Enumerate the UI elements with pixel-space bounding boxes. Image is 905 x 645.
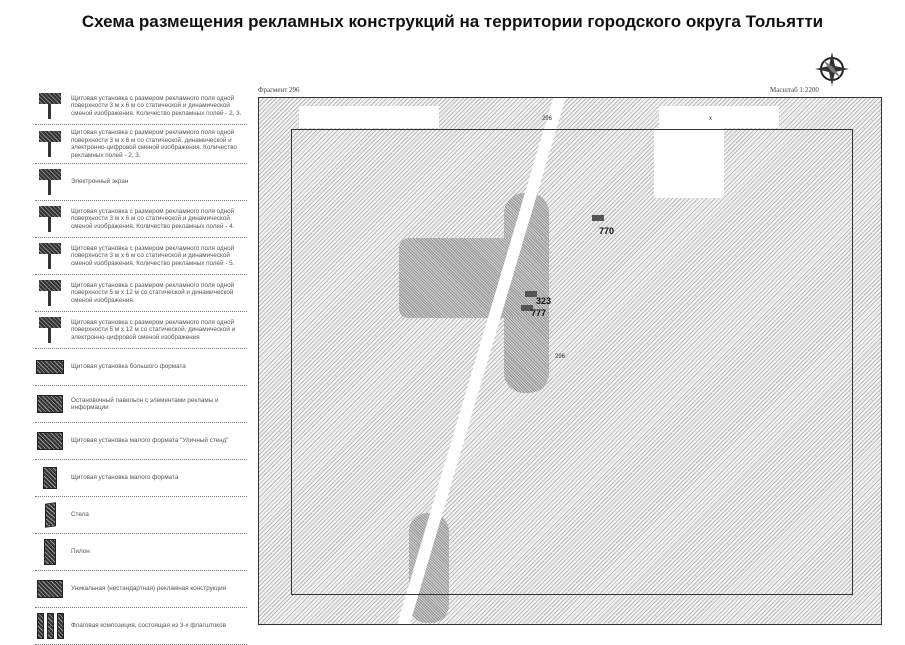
legend-item-text: Флаговая композиция, состоящая из 3-х флагштоков xyxy=(71,622,226,630)
electronic-screen-icon xyxy=(35,169,65,195)
pavilion-icon xyxy=(35,395,65,413)
legend-item-text: Щитовая установка малого формата xyxy=(71,474,179,482)
legend-item-text: Щитовая установка большого формата xyxy=(71,363,186,371)
legend-item-text: Щитовая установка с размером рекламного поля одной поверхности 5 м х 12 м со статической, динамической и электронно-цифровой сменой изображения xyxy=(71,318,236,341)
legend-item xyxy=(35,201,247,238)
legend-item xyxy=(35,571,247,608)
legend-item-text: Щитовая установка с размером рекламного поля одной поверхности 5 м х 12 м со статической и динамической сменой изображения. xyxy=(71,281,235,304)
small-format-icon xyxy=(35,467,65,489)
legend-item xyxy=(35,608,247,645)
marker-label: 777 xyxy=(531,308,547,318)
map-label: 296 xyxy=(542,116,553,122)
map-fragment[interactable] xyxy=(258,97,882,625)
legend-item xyxy=(35,164,247,201)
legend-item-text: Щитовая установка с размером рекламного поля одной поверхности 3 м х 6 м со статической и динамической сменой изображения. Количество рекламных полей - 2, 3. xyxy=(71,94,242,117)
map-area xyxy=(299,106,439,128)
map-area xyxy=(659,106,779,128)
pylon-icon xyxy=(35,539,65,565)
legend-item-text: Уникальная (нестандартная) рекламная конструкция xyxy=(71,585,227,593)
legend-item xyxy=(35,125,247,164)
legend-item-text: Электронный экран xyxy=(71,178,129,186)
legend-item xyxy=(35,460,247,497)
legend-item xyxy=(35,275,247,312)
billboard-5-icon xyxy=(35,243,65,269)
billboard-digital-icon xyxy=(35,131,65,157)
flag-composition-icon xyxy=(35,613,65,639)
legend-item xyxy=(35,238,247,275)
legend-item xyxy=(35,312,247,349)
legend-item-text: Щитовая установка малого формата "Уличный стенд" xyxy=(71,437,229,445)
legend-item-text: Щитовая установка с размером рекламного поля одной поверхности 3 м х 6 м со статической и динамической сменой изображения. Количество рекламных полей - 4. xyxy=(71,207,235,230)
legend-item-text: Щитовая установка с размером рекламного поля одной поверхности 3 м х 6 м со статической, динамической и электронно-цифровой сменой изображения. Количество рекламных полей - 2, 3. xyxy=(71,129,237,159)
scale-label: Масштаб 1:2200 xyxy=(770,86,819,94)
legend-item-text: Стела xyxy=(71,511,89,519)
fragment-label: Фрагмент 296 xyxy=(258,86,300,94)
large-billboard-digital-icon xyxy=(35,317,65,343)
legend-item xyxy=(35,423,247,460)
legend-item xyxy=(35,88,247,125)
compass-rose-icon xyxy=(815,52,849,86)
marker-label: 770 xyxy=(599,226,615,236)
map-label: x xyxy=(709,116,712,122)
unique-structure-icon xyxy=(35,580,65,598)
legend-item xyxy=(35,349,247,386)
large-billboard-icon xyxy=(35,280,65,306)
marker-label: 323 xyxy=(536,296,552,306)
stele-icon xyxy=(35,503,65,527)
legend-item-text: Остановочный павильон с элементами рекламы и информации xyxy=(71,396,219,411)
billboard-4-icon xyxy=(35,206,65,232)
legend-item xyxy=(35,534,247,571)
ad-structure-marker[interactable] xyxy=(592,215,604,221)
legend-item xyxy=(35,497,247,534)
big-format-icon xyxy=(35,360,65,374)
legend xyxy=(35,88,247,645)
map-label: 296 xyxy=(555,354,566,360)
page-title: Схема размещения рекламных конструкций на территории городского округа Тольятти xyxy=(81,12,824,31)
city-stand-icon xyxy=(35,432,65,450)
legend-item-text: Пилон xyxy=(71,548,90,556)
fragment-frame xyxy=(291,129,853,595)
legend-item xyxy=(35,386,247,423)
billboard-icon xyxy=(35,93,65,119)
legend-item-text: Щитовая установка с размером рекламного поля одной поверхности 3 м х 6 м со статической и динамической сменой изображения. Количество рекламных полей - 5. xyxy=(71,244,235,267)
